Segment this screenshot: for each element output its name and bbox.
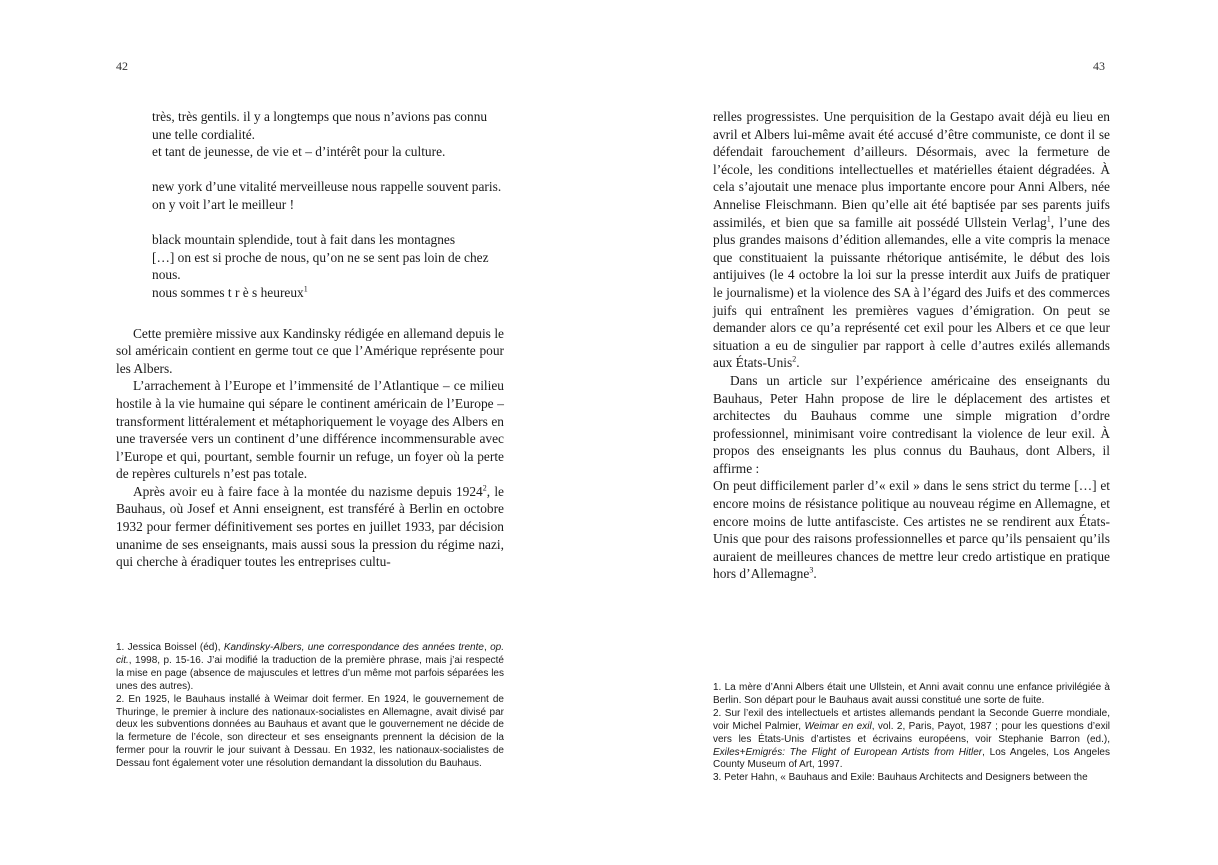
poem-line: new york d’une vitalité merveilleuse nous rappelle souvent paris. xyxy=(152,179,502,195)
poem-stanza xyxy=(152,231,504,301)
footnote-text: , Los Angeles, Los Angeles County Museum of Art, 1997. xyxy=(713,746,1110,771)
footnote-ref[interactable]: 2 xyxy=(792,354,797,364)
footnote-ref[interactable]: 3 xyxy=(809,565,814,575)
paragraph: L’arrachement à l’Europe et l’immensité de l’Atlantique – ce milieu hostile à la vie humaine qui sépare le continent américain de l’Europe – transforment littéralement et métaphoriquement le voyage des Albers en une traversée vers un continent d’une différence incommensurable avec l’Europe et qui, pourtant, semble fournir un refuge, un foyer où la perte de repères culturels n’est pas totale. xyxy=(116,378,504,482)
paragraph-text: , le Bauhaus, où Josef et Anni enseignent, est transféré à Berlin en octobre 1932 pour fermer définitivement ses portes en juillet 1933, par décision unanime de ses enseignants, mais aussi sous la pression du régime nazi, qui cherche à éradiquer toutes les entreprises cultu- xyxy=(116,483,504,570)
block-quote xyxy=(713,477,1110,583)
footnote-text: , xyxy=(483,642,491,653)
footnote-text: , 1998, p. 15-16. J’ai modifié la traduction de la première phrase, mais j’ai respecté la mise en page (absence de majuscules et lettres d’un même mot parfois séparées les unes des autres). xyxy=(116,654,504,692)
footnote: 3. Peter Hahn, « Bauhaus and Exile: Bauhaus Architects and Designers between the xyxy=(713,772,1088,784)
footnote: 2. En 1925, le Bauhaus installé à Weimar doit fermer. En 1924, le gouvernement de Thuringe, le premier à inclure des nationaux-socialistes en Allemagne, avait divisé par deux les subventions données au Bauhaus et avant que le gouvernement ne décide de la fermeture de l’école, son directeur et ses enseignants prennent la décision de la fermer pour la rouvrir le jour suivant à Dessau. En 1932, les nationaux-socialistes de Dessau font également voter une résolution demandant la dissolution du Bauhaus. xyxy=(116,693,504,770)
poem-line: on y voit l’art le meilleur ! xyxy=(152,196,295,212)
footnote-ref[interactable]: 1 xyxy=(1046,214,1051,224)
quote-text: . xyxy=(813,566,817,582)
paragraph-text: Après avoir eu à faire face à la montée du nazisme depuis 1924 xyxy=(133,483,483,499)
poem-last-line: nous sommes t r è s heureux xyxy=(152,284,304,300)
footnote xyxy=(713,708,1110,773)
footnote-ref[interactable]: 2 xyxy=(482,483,487,493)
body-text xyxy=(713,108,1110,583)
footnote-title: Kandinsky-Albers, une correspondance des années trente xyxy=(223,642,484,653)
footnote-title: Weimar en exil xyxy=(804,720,872,732)
poem-quote xyxy=(152,108,504,302)
paragraph-text: relles progressistes. Une perquisition de la Gestapo avait déjà eu lieu en avril et Albers lui-même avait été accusé d’être communiste, ce dont il se défendait farouchement d’ailleurs. Désormais, avec la fermeture de l’école, les conditions intellectuelles et matérielles étaient dégradées. À cela s’ajoutait une menace plus importante encore pour Anni Albers, née Annelise Fleischmann. Bien qu’elle ait été baptisée par ses parents juifs assimilés, et bien que sa famille ait possédé Ullstein Verlag xyxy=(713,109,1110,230)
poem-stanza xyxy=(152,108,504,161)
page-number: 42 xyxy=(116,59,128,73)
footnote-text: , vol. 2, Paris, Payot, 1987 ; pour les questions d’exil vers les États-Unis d’artistes et écrivains européens, voir Stephanie Barron (ed.), xyxy=(713,720,1111,745)
footnote: 1. La mère d’Anni Albers était une Ullstein, et Anni avait connu une enfance privilégiée à Berlin. Son départ pour le Bauhaus avait aussi constitué une sorte de fuite. xyxy=(713,682,1110,706)
quote-text: On peut difficilement parler d’« exil » dans le sens strict du terme […] et encore moins de résistance politique au nouveau régime en Allemagne, et encore moins de lutte antifasciste. Ces artistes ne se rendirent aux États-Unis que pour des raisons professionnelles et parce qu’ils pensaient qu’ils auraient de meilleures chances de mettre leur credo artistique en pratique hors d’Allemagne xyxy=(713,478,1110,582)
footnotes xyxy=(116,642,504,771)
footnotes xyxy=(713,682,1110,785)
poem-line: très, très gentils. il y a longtemps que nous n’avions pas connu une telle cordialité. xyxy=(152,109,488,142)
footnote-title: Exiles+Emigrés: The Flight of European Artists from Hitler xyxy=(713,746,983,758)
body-text xyxy=(116,108,504,571)
footnote-text: 2. Sur l’exil des intellectuels et artistes allemands pendant la Seconde Guerre mondiale, voir Michel Palmier, xyxy=(713,707,1110,732)
footnote-text: 1. Jessica Boissel (éd), xyxy=(116,642,224,653)
paragraph: Dans un article sur l’expérience américaine des enseignants du Bauhaus, Peter Hahn propose de lire le déplacement des artistes et architectes du Bauhaus comme une simple migration d’ordre professionnel, minimisant voire contredisant la violence de leur exil. À propos des enseignants les plus connus du Bauhaus, dont Albers, il affirme : xyxy=(713,372,1110,476)
footnote-ref[interactable]: 1 xyxy=(303,284,308,294)
right-page xyxy=(609,0,1218,865)
paragraph: Cette première missive aux Kandinsky rédigée en allemand depuis le sol américain contient en germe tout ce que l’Amérique représente pour les Albers. xyxy=(116,325,504,376)
paragraph-text: , l’une des plus grandes maisons d’édition allemandes, elle a vite compris la menace que constituaient la puissante rhétorique antisémite, le début des lois antijuives (le 4 octobre la loi sur la presse interdit aux Juifs de pratiquer le journalisme) et la violence des SA à l’égard des Juifs et des commerces juifs qui entraînent les premières vagues d’émigration. On peut se demander alors ce qu’a représenté cet exil pour les Albers et ce que leur situation a eu de singulier par rapport à celle d’autres exilés allemands aux États-Unis xyxy=(713,214,1110,371)
page-number: 43 xyxy=(1093,59,1105,73)
poem-line: et tant de jeunesse, de vie et – d’intérêt pour la culture. xyxy=(152,144,446,160)
footnote-title: op. cit. xyxy=(116,642,504,666)
paragraph-text: . xyxy=(796,355,800,371)
paragraph xyxy=(713,108,1110,372)
footnote xyxy=(116,642,504,694)
poem-line xyxy=(152,284,504,302)
poem-line: black mountain splendide, tout à fait dans les montagnes xyxy=(152,232,456,248)
paragraph xyxy=(116,483,504,571)
poem-stanza xyxy=(152,178,504,213)
poem-line: […] on est si proche de nous, qu’on ne se sent pas loin de chez nous. xyxy=(152,249,489,283)
